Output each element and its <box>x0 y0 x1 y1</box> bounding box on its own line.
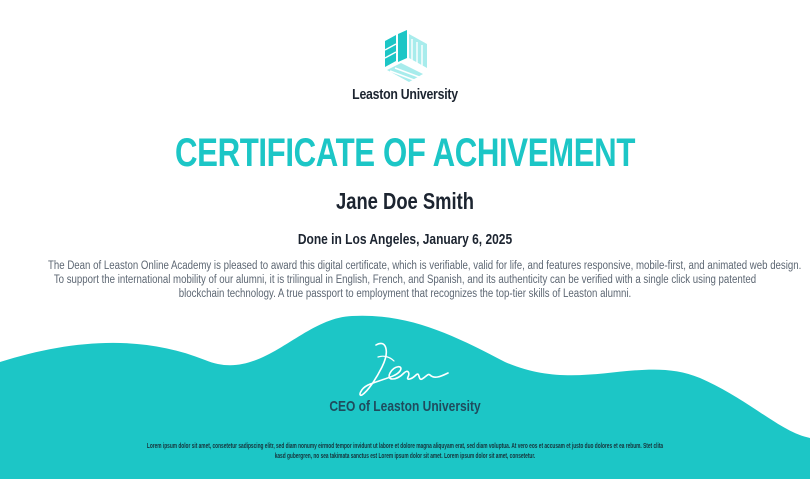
place-and-date: Done in Los Angeles, January 6, 2025 <box>297 231 513 248</box>
certificate-title: CERTIFICATE OF ACHIVEMENT <box>175 131 635 175</box>
signature-icon <box>356 337 452 403</box>
description-line: To support the international mobility of our alumni, it is trilingual in English, French, and Spanish, and its authenticity can be verified with a single click using patented <box>53 274 757 286</box>
recipient-name: Jane Doe Smith <box>335 188 475 214</box>
footer-text <box>75 441 734 461</box>
description-line: The Dean of Leaston Online Academy is pleased to award this digital certificate, which is verifiable, valid for life, and features responsive, mobile-first, and animated web design. <box>48 260 802 272</box>
certificate-description <box>48 259 802 301</box>
signer-title: CEO of Leaston University <box>329 398 481 415</box>
footer-line: Lorem ipsum dolor sit amet, consetetur sadipscing elitr, sed diam nonumy eirmod tempor invidunt ut labore et dolore magna aliquyam erat, sed diam voluptua. At vero eos et accusam et justo duo dolores et ea rebum. Stet clita <box>146 441 664 450</box>
footer-line: kasd gubergren, no sea takimata sanctus est Lorem ipsum dolor sit amet. Lorem ipsum dolor sit amet, consetetur. <box>274 451 536 460</box>
description-line: blockchain technology. A true passport to employment that recognizes the top-tier skills of Leaston alumni. <box>178 288 632 300</box>
institution-name: Leaston University <box>352 86 458 103</box>
leaston-logo-icon <box>383 30 429 82</box>
